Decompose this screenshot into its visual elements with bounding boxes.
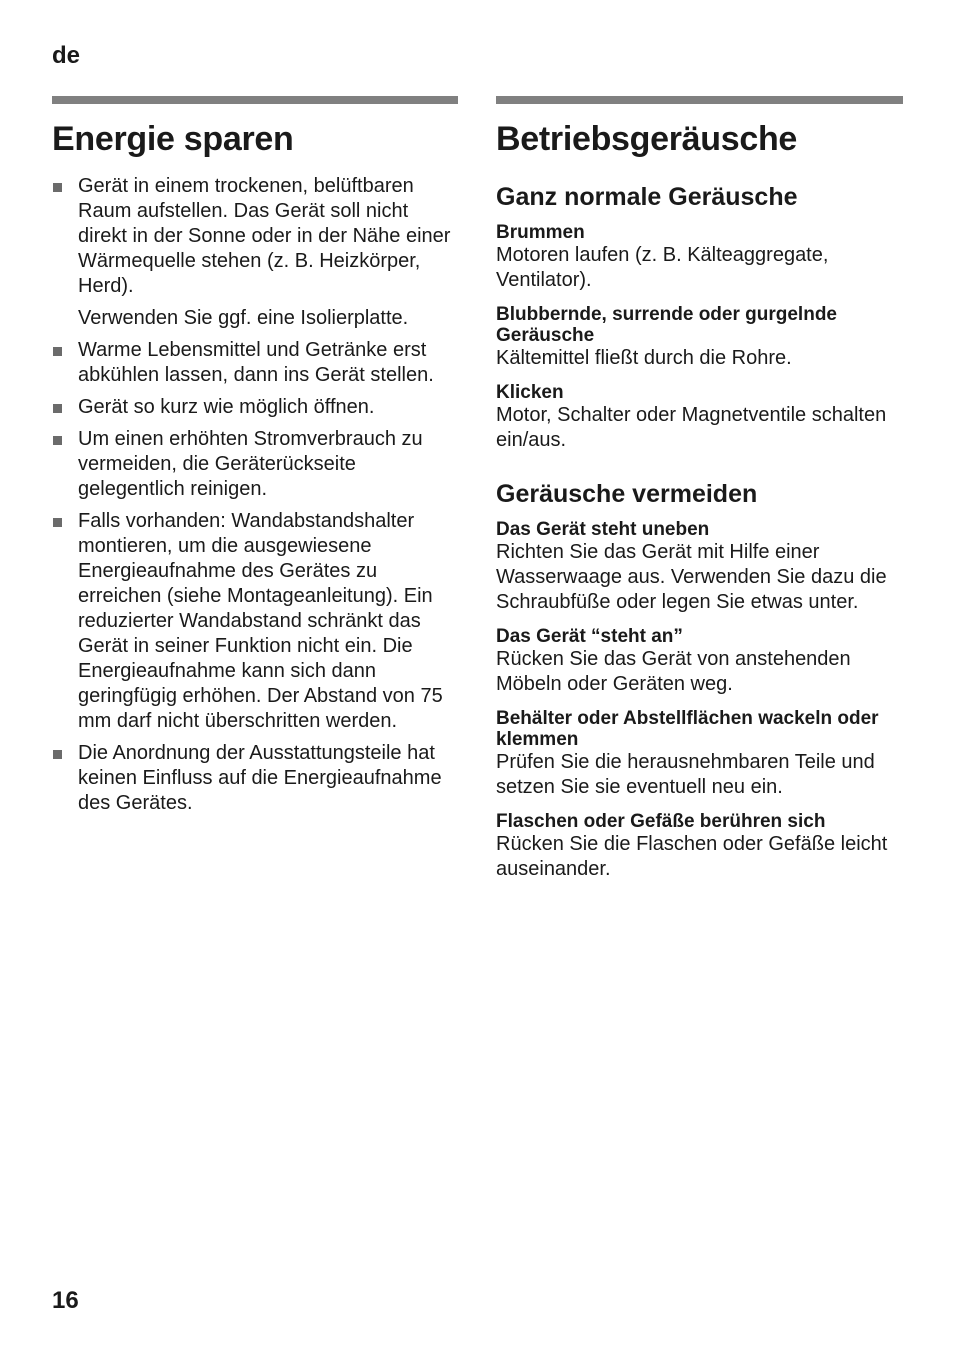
list-item-text: Warme Lebensmittel und Getränke erst abkühlen lassen, dann ins Gerät stellen. <box>78 339 434 386</box>
bullet-square-icon <box>53 436 62 445</box>
entry-text: Rücken Sie die Flaschen oder Gefäße leicht auseinander. <box>496 833 888 880</box>
list-item-note: Verwenden Sie ggf. eine Isolierplatte. <box>78 307 409 329</box>
operating-noises-column <box>496 96 903 893</box>
page-number: 16 <box>52 1287 79 1314</box>
bullet-square-icon <box>53 750 62 759</box>
section-rule <box>52 96 458 104</box>
normal-noises-heading: Ganz normale Geräusche <box>496 183 798 211</box>
entry-text: Richten Sie das Gerät mit Hilfe einer Wasserwaage aus. Verwenden Sie dazu die Schraubfüße oder legen Sie etwas unter. <box>496 541 887 613</box>
energy-saving-title: Energie sparen <box>52 120 294 158</box>
bullet-square-icon <box>53 183 62 192</box>
list-item <box>52 427 458 502</box>
noise-entry <box>496 708 903 800</box>
noise-entry <box>496 304 903 371</box>
language-code: de <box>52 42 81 69</box>
entry-title: Das Gerät steht uneben <box>496 519 710 540</box>
bullet-square-icon <box>53 518 62 527</box>
noise-entry <box>496 519 903 615</box>
entry-title: Behälter oder Abstellflächen wackeln oder klemmen <box>496 708 879 750</box>
entry-title: Brummen <box>496 222 585 243</box>
list-item <box>52 395 458 420</box>
avoid-noises-heading: Geräusche vermeiden <box>496 480 758 508</box>
list-item-text: Falls vorhanden: Wandabstandshalter montieren, um die ausgewiesene Energieaufnahme des Gerätes zu erreichen (siehe Montageanleitung). Ein reduzierter Wandabstand schränkt das Gerät in seiner Funktion nicht ein. Die Energieaufnahme kann sich dann geringfügig erhöhen. Der Abstand von 75 mm darf nicht überschritten werden. <box>78 510 443 732</box>
list-item-text: Die Anordnung der Ausstattungsteile hat keinen Einfluss auf die Energieaufnahme des Gerätes. <box>78 742 442 814</box>
entry-text: Kältemittel fließt durch die Rohre. <box>496 347 792 369</box>
list-item <box>52 174 458 299</box>
energy-tips-list <box>52 174 458 816</box>
entry-title: Flaschen oder Gefäße berühren sich <box>496 811 826 832</box>
bullet-square-icon <box>53 347 62 356</box>
bullet-square-icon <box>53 404 62 413</box>
operating-noises-title: Betriebsgeräusche <box>496 120 798 158</box>
list-item-text: Um einen erhöhten Stromverbrauch zu vermeiden, die Geräterückseite gelegentlich reinigen. <box>78 428 423 500</box>
list-item-text: Gerät so kurz wie möglich öffnen. <box>78 396 375 418</box>
entry-text: Motor, Schalter oder Magnetventile schalten ein/aus. <box>496 404 887 451</box>
entry-text: Prüfen Sie die herausnehmbaren Teile und setzen Sie sie eventuell neu ein. <box>496 751 875 798</box>
list-item <box>52 741 458 816</box>
list-item <box>52 509 458 734</box>
noise-entry <box>496 626 903 697</box>
list-item-text: Gerät in einem trockenen, belüftbaren Raum aufstellen. Das Gerät soll nicht direkt in der Sonne oder in der Nähe einer Wärmequelle stehen (z. B. Heizkörper, Herd). <box>78 175 451 297</box>
list-item <box>52 338 458 388</box>
entry-text: Rücken Sie das Gerät von anstehenden Möbeln oder Geräten weg. <box>496 648 851 695</box>
entry-text: Motoren laufen (z. B. Kälteaggregate, Ventilator). <box>496 244 829 291</box>
entry-title: Blubbernde, surrende oder gurgelnde Geräusche <box>496 304 837 346</box>
section-rule <box>496 96 903 104</box>
noise-entry <box>496 382 903 453</box>
energy-saving-column <box>52 96 458 823</box>
noise-entry <box>496 811 903 882</box>
entry-title: Das Gerät “steht an” <box>496 626 683 647</box>
noise-entry <box>496 222 903 293</box>
entry-title: Klicken <box>496 382 564 403</box>
